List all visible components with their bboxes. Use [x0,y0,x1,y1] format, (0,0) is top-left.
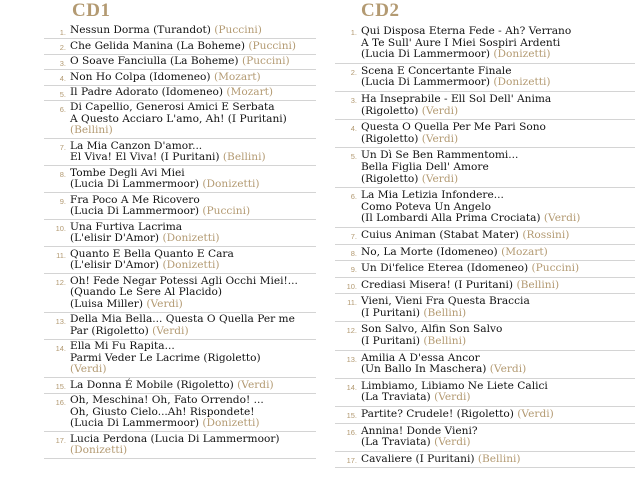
track-row [335,245,635,262]
track-title-text: Annina! Donde Vieni? [361,424,478,437]
track-row [44,247,316,274]
track-title-text: (Un Ballo In Maschera) [361,363,487,376]
track-title-text: Cuius Animan (Stabat Mater) [361,228,519,241]
track-title-line [70,380,316,392]
track-title-text: (La Traviata) [361,391,431,404]
track-number: 2. [59,43,66,53]
track-row [44,340,316,379]
track-number: 9. [350,265,357,275]
composer-name: (Verdi) [434,436,471,449]
track-title-text: Scena E Concertante Finale [361,64,512,77]
track-title-text: Parmi Veder Le Lacrime (Rigoletto) [70,351,261,364]
track-number: 4. [350,124,357,134]
composer-name: (Puccini) [214,24,262,37]
track-title-line [361,454,635,466]
composer-name: (Mozart) [213,70,261,83]
track-number: 8. [350,248,357,258]
track-title-text: La Mia Letizia Infondere... [361,189,504,202]
track-title-text: (I Puritani) [361,335,421,348]
composer-name: (Mozart) [226,85,274,98]
track-number: 1. [59,28,66,37]
track-row [44,24,316,39]
track-title-text: El Viva! El Viva! (I Puritani) [70,151,220,164]
track-number: 12. [346,326,357,336]
track-row [335,351,635,379]
track-title-text: No, La Morte (Idomeneo) [361,245,498,258]
track-number: 6. [59,104,66,114]
track-title-line [361,49,635,61]
composer-name: (Verdi) [489,363,527,376]
track-number: 6. [350,192,357,202]
track-title-line [361,409,635,421]
track-title-text: O Soave Fanciulla (La Boheme) [70,55,239,68]
track-title-text: Como Poteva Un Angelo [361,200,491,213]
cd2-heading: CD2 [361,0,400,21]
track-row [44,166,316,193]
track-number: 15. [55,382,66,392]
track-title-text: Oh, Meschina! Oh, Fato Orrendo! ... [70,394,264,407]
composer-name: (Donizetti) [202,417,260,430]
composer-name: (Mozart) [501,245,548,258]
track-title-text: Una Furtiva Lacrima [70,220,183,233]
track-title-line [70,152,316,164]
track-row [44,394,316,433]
track-title-text: (L'elisir D'Amor) [70,259,160,272]
track-number: 10. [346,281,357,291]
track-title-text: Crediasi Misera! (I Puritani) [361,278,514,291]
track-title-text: Ha Inseprabile - Ell Sol Dell' Anima [361,92,552,105]
composer-name: (Donizetti) [162,232,220,245]
track-row [44,101,316,140]
composer-name: (Donizetti) [493,48,551,61]
track-title-text: Questa O Quella Per Me Pari Sono [361,121,546,134]
cd1-tracklist [44,24,316,459]
track-number: 8. [59,170,66,180]
composer-name: (Verdi) [152,324,189,337]
composer-name: (Bellini) [516,278,560,291]
track-title-text: Bella Figlia Dell' Amore [361,160,489,173]
composer-name: (Puccini) [531,262,580,275]
track-row [44,274,316,313]
track-row [335,148,635,188]
track-row [335,322,635,350]
track-number: 1. [350,28,357,37]
composer-name: (Bellini) [423,335,467,348]
track-row [335,407,635,424]
composer-name: (Verdi) [421,132,459,145]
track-number: 15. [346,411,357,421]
track-title-text: (Il Lombardi Alla Prima Crociata) [361,212,541,225]
track-title-text: Nessun Dorma (Turandot) [70,24,211,37]
track-row [335,278,635,295]
track-title-text: (La Traviata) [361,436,431,449]
track-title-line [70,418,316,430]
track-title-text: Limbiamo, Libiamo Ne Liete Calici [361,379,548,392]
track-title-text: Fra Poco A Me Ricovero [70,193,200,206]
composer-name: (Donizetti) [70,444,128,457]
track-title-line [70,260,316,272]
track-title-text: Che Gelida Manina (La Boheme) [70,39,245,52]
composer-name: (Bellini) [423,306,467,319]
track-title-line [70,179,316,191]
composer-name: (Donizetti) [202,178,260,191]
track-title-line [361,336,635,348]
track-title-line [70,25,316,37]
track-row [335,379,635,407]
track-number: 11. [56,251,66,261]
track-title-line [361,308,635,320]
composer-name: (Puccini) [248,39,297,52]
track-title-text: Quanto E Bella Quanto E Cara [70,247,234,260]
track-title-line [361,213,635,225]
track-title-line [70,56,316,68]
track-title-line [70,353,316,365]
track-title-line [361,437,635,449]
track-title-text: (Lucia Di Lammermoor) [361,76,491,89]
track-number: 14. [346,382,357,392]
track-title-text: (Lucia Di Lammermoor) [361,48,491,61]
track-title-text: (Lucia Di Lammermoor) [70,417,200,430]
track-title-text: (Rigoletto) [361,132,419,145]
track-title-text: Amilia A D'essa Ancor [361,351,480,364]
composer-name: (Verdi) [543,212,581,225]
track-title-text: (Rigoletto) [361,104,419,117]
composer-name: (Bellini) [477,452,521,465]
track-title-text: La Donna É Mobile (Rigoletto) [70,378,234,391]
track-number: 2. [350,67,357,77]
cd2-tracklist [335,24,635,468]
composer-name: (Rossini) [522,228,570,241]
track-row [44,378,316,393]
track-number: 5. [350,152,357,162]
track-title-line [70,299,316,311]
track-row [44,39,316,54]
track-row [44,220,316,247]
composer-name: (Verdi) [146,297,183,310]
composer-name: (Verdi) [237,378,274,391]
track-title-line [361,77,635,89]
track-title-line [70,445,316,457]
cd1-heading: CD1 [72,0,111,21]
track-title-text: (I Puritani) [361,306,421,319]
track-title-text: (Luisa Miller) [70,297,143,310]
track-title-text: Partite? Crudele! (Rigoletto) [361,408,514,421]
track-row [335,188,635,228]
cd2-column [335,0,635,468]
track-number: 5. [59,89,66,99]
track-number: 9. [59,197,66,207]
track-number: 14. [55,343,66,353]
track-title-text: (Lucia Di Lammermoor) [70,205,200,218]
track-number: 3. [350,95,357,105]
track-title-text: Il Padre Adorato (Idomeneo) [70,85,223,98]
track-row [44,432,316,459]
composer-name: (Verdi) [421,172,459,185]
composer-name: (Verdi) [517,408,554,421]
composer-name: (Verdi) [70,363,107,376]
track-title-text: Un Dì Se Ben Rammentomi... [361,149,519,162]
track-row [335,92,635,120]
track-title-text: Oh, Giusto Cielo...Ah! Rispondete! [70,405,255,418]
track-title-text: Vieni, Vieni Fra Questa Braccia [361,295,530,308]
track-title-text: Di Capellio, Generosi Amici E Serbata [70,101,275,114]
track-row [335,294,635,322]
track-title-line [70,41,316,53]
track-number: 17. [346,455,357,465]
track-row [335,228,635,245]
composer-name: (Puccini) [241,55,290,68]
composer-name: (Bellini) [222,151,266,164]
track-title-text: Son Salvo, Alfin Son Salvo [361,323,503,336]
composer-name: (Verdi) [421,104,459,117]
track-title-line [361,106,635,118]
track-row [335,64,635,92]
track-title-line [361,392,635,404]
composer-name: (Puccini) [202,205,251,218]
composer-name: (Verdi) [434,391,471,404]
track-number: 17. [55,436,66,446]
track-title-text: Ella Mi Fu Rapita... [70,340,175,353]
composer-name: (Donizetti) [493,76,551,89]
track-number: 13. [346,354,357,364]
track-title-line [361,263,635,275]
track-number: 12. [55,278,66,288]
track-title-text: Cavaliere (I Puritani) [361,452,475,465]
track-title-line [70,125,316,137]
track-title-text: Della Mia Bella... Questa O Quella Per me [70,313,295,326]
track-row [44,193,316,220]
track-title-text: Non Ho Colpa (Idomeneo) [70,70,211,83]
track-title-line [361,134,635,146]
track-title-text: Oh! Fede Negar Potessi Agli Occhi Miei!... [70,274,298,287]
track-row [335,120,635,148]
track-row [44,139,316,166]
track-row [44,70,316,85]
cd1-column [44,0,316,459]
track-title-text: Par (Rigoletto) [70,324,149,337]
track-title-line [70,364,316,376]
track-number: 7. [59,143,66,153]
composer-name: (Donizetti) [162,259,220,272]
track-number: 11. [347,298,357,308]
track-title-text: Lucia Perdona (Lucia Di Lammermoor) [70,432,280,445]
track-title-line [361,280,635,292]
track-title-line [70,72,316,84]
track-title-line [70,206,316,218]
track-row [44,86,316,101]
track-number: 4. [59,74,66,84]
track-number: 16. [346,427,357,437]
track-number: 7. [350,231,357,241]
track-title-text: (Rigoletto) [361,172,419,185]
track-number: 13. [55,316,66,326]
track-title-line [361,364,635,376]
track-number: 3. [59,58,66,68]
composer-name: (Bellini) [70,124,113,137]
track-title-text: La Mia Canzon D'amor... [70,139,203,152]
track-title-text: (Quando Le Sere Al Placido) [70,286,223,299]
track-row [44,313,316,340]
track-row [44,55,316,70]
track-title-line [70,87,316,99]
track-title-text: (L'elisir D'Amor) [70,232,160,245]
track-title-line [361,230,635,242]
track-title-text: Tombe Degli Avi Miei [70,166,185,179]
track-title-text: (Lucia Di Lammermoor) [70,178,200,191]
track-title-line [361,174,635,186]
track-row [335,24,635,64]
track-row [335,261,635,278]
track-row [335,452,635,469]
track-title-line [70,326,316,338]
track-title-text: A Questo Acciaro L'amo, Ah! (I Puritani) [70,112,287,125]
track-title-line [361,247,635,259]
track-number: 16. [55,397,66,407]
track-number: 10. [55,224,66,234]
track-title-text: Qui Disposa Eterna Fede - Ah? Verrano [361,25,572,37]
track-row [335,424,635,452]
track-title-text: Un Di'felice Eterea (Idomeneo) [361,262,529,275]
track-title-line [70,233,316,245]
track-title-text: A Te Sull' Aure I Miei Sospiri Ardenti [361,36,561,49]
